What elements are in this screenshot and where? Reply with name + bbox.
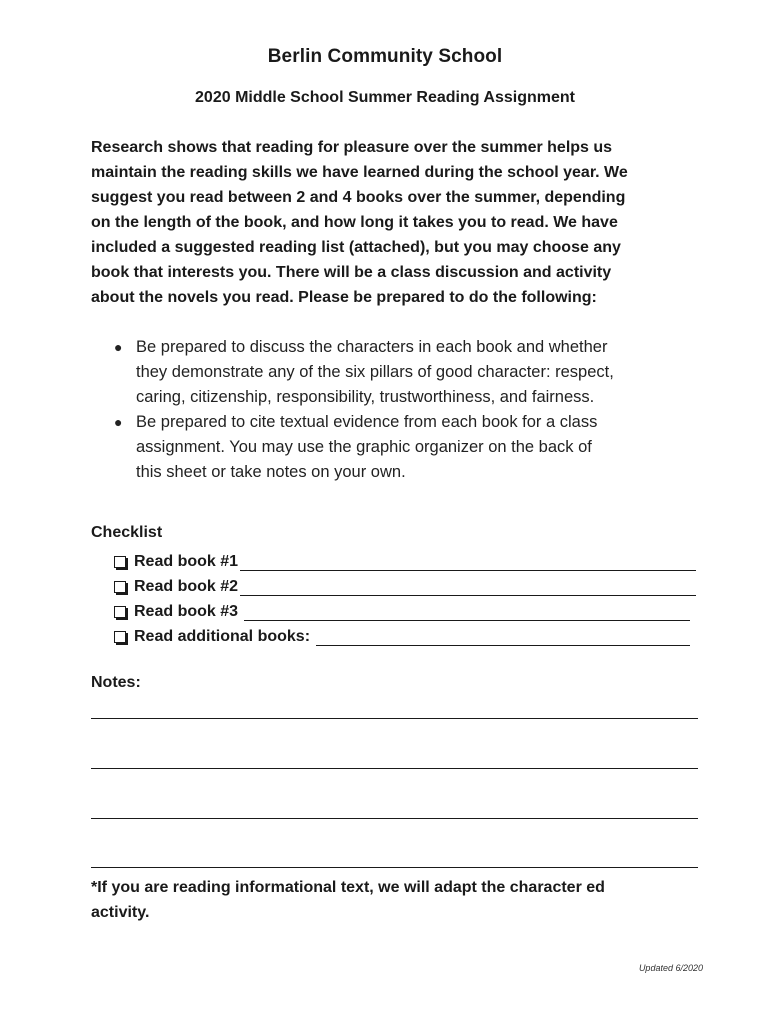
checklist-heading: Checklist <box>91 524 163 541</box>
footnote-line: activity. <box>91 904 150 921</box>
checkbox-icon[interactable] <box>114 581 126 593</box>
notes-line[interactable] <box>91 768 698 769</box>
instruction-list <box>114 335 714 485</box>
checkbox-icon[interactable] <box>114 606 126 618</box>
list-item-line: assignment. You may use the graphic organizer on the back of <box>136 438 592 456</box>
notes-heading: Notes: <box>91 674 141 691</box>
notes-line[interactable] <box>91 718 698 719</box>
list-item <box>114 410 714 485</box>
notes-line[interactable] <box>91 818 698 819</box>
checklist-item-label: Read book #3 <box>134 603 239 620</box>
checklist-item <box>114 574 714 599</box>
checklist-item <box>114 599 714 624</box>
intro-line: included a suggested reading list (attached), but you may choose any <box>91 239 621 256</box>
list-item-line: this sheet or take notes on your own. <box>136 463 406 481</box>
footnote <box>91 875 711 925</box>
intro-line: suggest you read between 2 and 4 books over the summer, depending <box>91 189 626 206</box>
intro-line: about the novels you read. Please be prepared to do the following: <box>91 289 597 306</box>
list-item-line: they demonstrate any of the six pillars of good character: respect, <box>136 363 614 381</box>
checkbox-icon[interactable] <box>114 631 126 643</box>
list-item-line: Be prepared to cite textual evidence from each book for a class <box>136 413 598 431</box>
intro-line: Research shows that reading for pleasure over the summer helps us <box>91 139 613 156</box>
notes-line[interactable] <box>91 867 698 868</box>
checklist-item-label: Read book #2 <box>134 578 239 595</box>
bullet-icon: ● <box>114 414 123 430</box>
fill-in-line[interactable] <box>240 579 696 596</box>
list-item-line: Be prepared to discuss the characters in each book and whether <box>136 338 608 356</box>
checklist-item-label: Read book #1 <box>134 553 239 570</box>
intro-line: maintain the reading skills we have learned during the school year. We <box>91 164 628 181</box>
page-title: Berlin Community School <box>267 46 503 67</box>
fill-in-line[interactable] <box>240 554 696 571</box>
list-item <box>114 335 714 410</box>
checklist-item-label: Read additional books: <box>134 628 311 645</box>
fill-in-line[interactable] <box>244 604 690 621</box>
checklist-item <box>114 624 714 649</box>
fill-in-line[interactable] <box>316 629 690 646</box>
footnote-line: *If you are reading informational text, we will adapt the character ed <box>91 879 605 896</box>
bullet-icon: ● <box>114 339 123 355</box>
intro-line: book that interests you. There will be a class discussion and activity <box>91 264 612 281</box>
checklist <box>114 549 714 649</box>
intro-paragraph <box>91 135 711 310</box>
list-item-line: caring, citizenship, responsibility, trustworthiness, and fairness. <box>136 388 595 406</box>
checkbox-icon[interactable] <box>114 556 126 568</box>
updated-date: Updated 6/2020 <box>638 963 703 973</box>
intro-line: on the length of the book, and how long it takes you to read. We have <box>91 214 618 231</box>
page-subtitle: 2020 Middle School Summer Reading Assignment <box>195 89 575 106</box>
checklist-item <box>114 549 714 574</box>
